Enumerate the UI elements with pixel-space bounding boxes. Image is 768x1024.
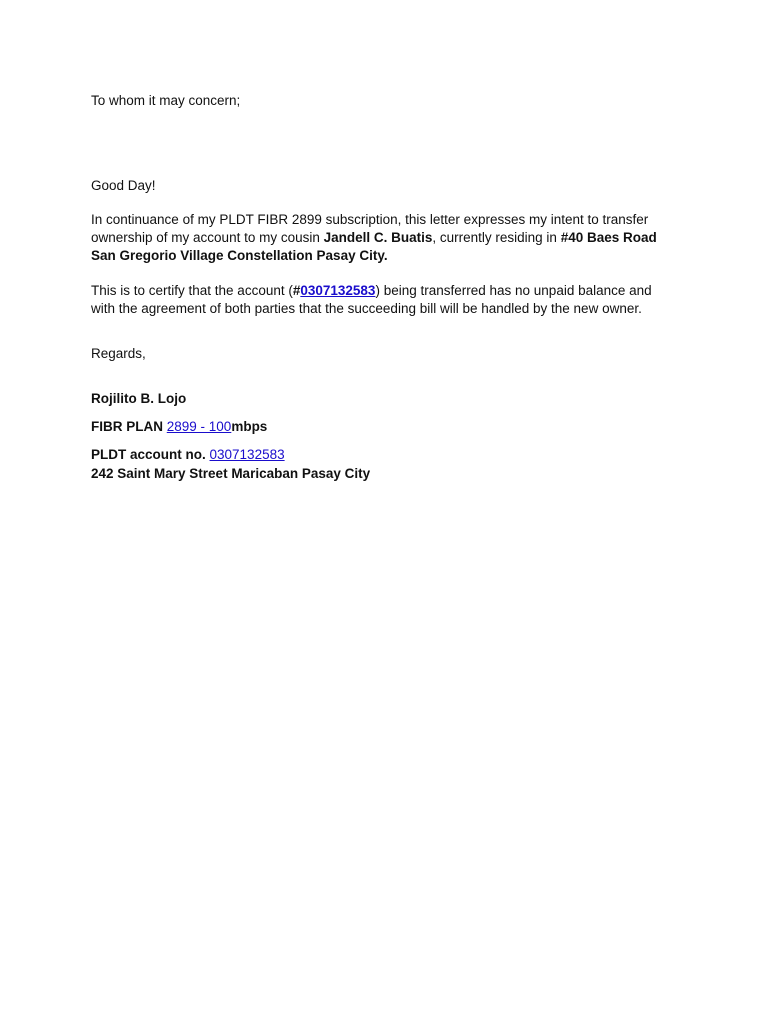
cousin-name: Jandell C. Buatis: [323, 230, 433, 245]
paragraph2-line1-pre: This is to certify that the account (: [91, 283, 293, 298]
cousin-address-part2: San Gregorio Village Constellation Pasay City.: [91, 248, 388, 263]
paragraph2-line1: [91, 282, 652, 300]
cousin-address-part1: #40 Baes Road: [560, 230, 657, 245]
signature-name: Rojilito B. Lojo: [91, 391, 187, 406]
paragraph2-line2: with the agreement of both parties that the succeeding bill will be handled by the new owner.: [91, 301, 642, 316]
paragraph1-line2-mid: , currently residing in: [432, 230, 561, 245]
paragraph1-line2: [91, 229, 657, 247]
paragraph1-line1: In continuance of my PLDT FIBR 2899 subscription, this letter expresses my intent to transfer: [91, 212, 649, 227]
greeting: Good Day!: [91, 178, 156, 193]
paragraph1-line2-pre: ownership of my account to my cousin: [91, 230, 324, 245]
closing: Regards,: [91, 346, 146, 361]
signature-plan: [91, 418, 267, 436]
salutation: To whom it may concern;: [91, 93, 241, 108]
account-hash: #: [292, 283, 301, 298]
signature-account: [91, 446, 285, 464]
plan-suffix: mbps: [231, 419, 268, 434]
paragraph2-line1-post: ) being transferred has no unpaid balance and: [375, 283, 652, 298]
signature-account-link[interactable]: 0307132583: [209, 447, 285, 462]
account-label: PLDT account no.: [91, 447, 210, 462]
plan-label: FIBR PLAN: [91, 419, 167, 434]
signature-address: 242 Saint Mary Street Maricaban Pasay City: [91, 466, 371, 481]
account-number-link[interactable]: 0307132583: [300, 283, 376, 298]
plan-link[interactable]: 2899 - 100: [166, 419, 232, 434]
